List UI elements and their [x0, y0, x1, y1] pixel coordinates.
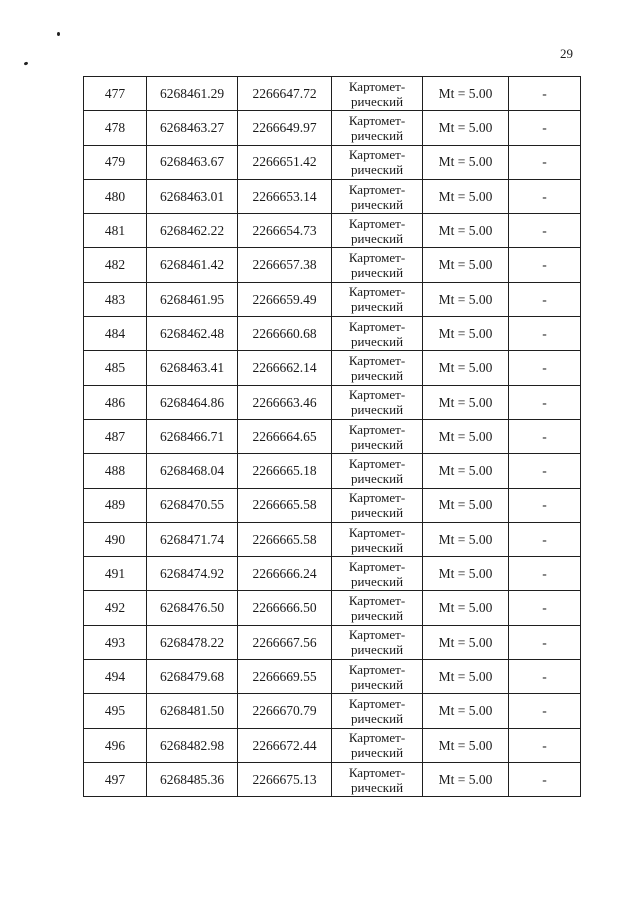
note-value: -	[542, 188, 547, 204]
accuracy-cell	[423, 317, 509, 351]
accuracy-value: Mt = 5.00	[438, 634, 493, 650]
note-value: -	[542, 154, 547, 170]
method-line-1: Картомет-	[348, 764, 406, 780]
y-coordinate: 2266649.97	[252, 120, 317, 136]
accuracy-value: Mt = 5.00	[438, 771, 493, 787]
y-coordinate: 2266665.18	[252, 463, 317, 479]
y-coordinate-cell	[238, 625, 332, 659]
method-cell	[332, 179, 423, 213]
accuracy-cell	[423, 385, 509, 419]
table-row	[84, 248, 581, 282]
y-coordinate-cell	[238, 385, 332, 419]
x-coordinate: 6268466.71	[159, 428, 225, 444]
method-cell	[332, 385, 423, 419]
method-cell	[332, 454, 423, 488]
method-line-2: рический	[350, 265, 404, 281]
table-row	[84, 454, 581, 488]
note-value: -	[542, 634, 547, 650]
point-number: 485	[104, 360, 126, 376]
coordinates-table	[83, 76, 581, 797]
x-coordinate: 6268461.95	[159, 291, 225, 307]
method-line-1: Картомет-	[348, 730, 406, 746]
accuracy-cell	[423, 522, 509, 556]
y-coordinate: 2266665.58	[252, 531, 317, 547]
y-coordinate-cell	[238, 694, 332, 728]
method-line-2: рический	[350, 745, 404, 761]
note-cell	[509, 179, 581, 213]
accuracy-value: Mt = 5.00	[438, 188, 493, 204]
table-row	[84, 762, 581, 796]
method-cell	[332, 488, 423, 522]
method-line-1: Картомет-	[348, 250, 406, 266]
method-cell	[332, 728, 423, 762]
note-value: -	[542, 85, 547, 101]
x-coordinate-cell	[147, 454, 238, 488]
point-number-cell	[84, 282, 147, 316]
method-cell	[332, 660, 423, 694]
y-coordinate-cell	[238, 488, 332, 522]
method-cell	[332, 145, 423, 179]
y-coordinate-cell	[238, 351, 332, 385]
note-cell	[509, 660, 581, 694]
point-number: 487	[104, 428, 126, 444]
method-line-1: Картомет-	[348, 524, 406, 540]
x-coordinate: 6268463.41	[159, 360, 225, 376]
y-coordinate: 2266660.68	[252, 325, 317, 341]
method-cell	[332, 317, 423, 351]
note-cell	[509, 557, 581, 591]
point-number-cell	[84, 557, 147, 591]
x-coordinate: 6268474.92	[159, 566, 225, 582]
x-coordinate: 6268481.50	[159, 703, 225, 719]
x-coordinate-cell	[147, 385, 238, 419]
y-coordinate-cell	[238, 762, 332, 796]
x-coordinate-cell	[147, 419, 238, 453]
method-line-2: рический	[350, 642, 404, 658]
scan-speck	[24, 61, 29, 65]
note-value: -	[542, 531, 547, 547]
note-cell	[509, 282, 581, 316]
y-coordinate-cell	[238, 317, 332, 351]
method-cell	[332, 214, 423, 248]
table-row	[84, 557, 581, 591]
method-line-1: Картомет-	[348, 215, 406, 231]
y-coordinate: 2266663.46	[252, 394, 317, 410]
y-coordinate: 2266672.44	[252, 737, 317, 753]
y-coordinate-cell	[238, 660, 332, 694]
accuracy-value: Mt = 5.00	[438, 360, 493, 376]
note-value: -	[542, 325, 547, 341]
note-cell	[509, 145, 581, 179]
point-number-cell	[84, 248, 147, 282]
x-coordinate-cell	[147, 77, 238, 111]
accuracy-value: Mt = 5.00	[438, 325, 493, 341]
accuracy-cell	[423, 625, 509, 659]
point-number: 493	[104, 634, 126, 650]
note-cell	[509, 454, 581, 488]
point-number-cell	[84, 522, 147, 556]
accuracy-cell	[423, 728, 509, 762]
point-number: 478	[104, 120, 126, 136]
note-value: -	[542, 703, 547, 719]
note-value: -	[542, 223, 547, 239]
y-coordinate-cell	[238, 557, 332, 591]
method-cell	[332, 591, 423, 625]
note-value: -	[542, 668, 547, 684]
y-coordinate: 2266654.73	[252, 223, 317, 239]
table-row	[84, 522, 581, 556]
method-line-2: рический	[350, 299, 404, 315]
note-cell	[509, 694, 581, 728]
x-coordinate-cell	[147, 488, 238, 522]
accuracy-value: Mt = 5.00	[438, 85, 493, 101]
method-cell	[332, 77, 423, 111]
x-coordinate: 6268471.74	[159, 531, 225, 547]
point-number: 481	[104, 223, 126, 239]
y-coordinate: 2266653.14	[252, 188, 317, 204]
y-coordinate-cell	[238, 419, 332, 453]
accuracy-cell	[423, 111, 509, 145]
x-coordinate: 6268464.86	[159, 394, 225, 410]
accuracy-cell	[423, 454, 509, 488]
x-coordinate: 6268462.22	[159, 223, 225, 239]
table-row	[84, 214, 581, 248]
point-number-cell	[84, 111, 147, 145]
table-row	[84, 419, 581, 453]
accuracy-value: Mt = 5.00	[438, 154, 493, 170]
note-value: -	[542, 360, 547, 376]
y-coordinate: 2266657.38	[252, 257, 317, 273]
method-cell	[332, 762, 423, 796]
method-line-2: рический	[350, 505, 404, 521]
method-line-2: рический	[350, 779, 404, 795]
y-coordinate: 2266669.55	[252, 668, 317, 684]
point-number: 491	[104, 566, 126, 582]
accuracy-cell	[423, 419, 509, 453]
y-coordinate: 2266662.14	[252, 360, 317, 376]
table-row	[84, 77, 581, 111]
y-coordinate: 2266667.56	[252, 634, 317, 650]
method-line-1: Картомет-	[348, 593, 406, 609]
point-number: 490	[104, 531, 126, 547]
method-line-1: Картомет-	[348, 181, 406, 197]
method-line-1: Картомет-	[348, 112, 406, 128]
point-number-cell	[84, 317, 147, 351]
y-coordinate: 2266651.42	[252, 154, 317, 170]
method-line-2: рический	[350, 539, 404, 555]
method-line-2: рический	[350, 162, 404, 178]
page-number: 29	[560, 46, 573, 61]
x-coordinate: 6268478.22	[159, 634, 225, 650]
accuracy-value: Mt = 5.00	[438, 668, 493, 684]
point-number: 482	[104, 257, 126, 273]
note-cell	[509, 111, 581, 145]
note-value: -	[542, 463, 547, 479]
accuracy-value: Mt = 5.00	[438, 257, 493, 273]
table-row	[84, 317, 581, 351]
method-cell	[332, 522, 423, 556]
point-number-cell	[84, 179, 147, 213]
note-value: -	[542, 566, 547, 582]
method-cell	[332, 248, 423, 282]
method-cell	[332, 557, 423, 591]
method-line-2: рический	[350, 230, 404, 246]
method-line-1: Картомет-	[348, 455, 406, 471]
accuracy-cell	[423, 660, 509, 694]
method-line-2: рический	[350, 573, 404, 589]
method-line-1: Картомет-	[348, 661, 406, 677]
point-number: 484	[104, 325, 126, 341]
point-number: 495	[104, 703, 126, 719]
x-coordinate-cell	[147, 248, 238, 282]
method-line-2: рический	[350, 676, 404, 692]
point-number: 488	[104, 463, 126, 479]
accuracy-cell	[423, 145, 509, 179]
accuracy-cell	[423, 488, 509, 522]
method-line-1: Картомет-	[348, 318, 406, 334]
table-row	[84, 728, 581, 762]
x-coordinate: 6268461.42	[159, 257, 225, 273]
y-coordinate-cell	[238, 214, 332, 248]
point-number: 486	[104, 394, 126, 410]
accuracy-cell	[423, 77, 509, 111]
accuracy-value: Mt = 5.00	[438, 600, 493, 616]
x-coordinate: 6268463.67	[159, 154, 225, 170]
accuracy-value: Mt = 5.00	[438, 463, 493, 479]
accuracy-cell	[423, 282, 509, 316]
note-cell	[509, 625, 581, 659]
method-line-1: Картомет-	[348, 421, 406, 437]
y-coordinate-cell	[238, 248, 332, 282]
note-value: -	[542, 600, 547, 616]
accuracy-value: Mt = 5.00	[438, 394, 493, 410]
method-cell	[332, 625, 423, 659]
note-cell	[509, 214, 581, 248]
note-cell	[509, 77, 581, 111]
table-row	[84, 111, 581, 145]
table-row	[84, 385, 581, 419]
note-cell	[509, 728, 581, 762]
accuracy-value: Mt = 5.00	[438, 737, 493, 753]
note-cell	[509, 385, 581, 419]
method-line-2: рический	[350, 402, 404, 418]
x-coordinate-cell	[147, 660, 238, 694]
point-number-cell	[84, 351, 147, 385]
point-number-cell	[84, 454, 147, 488]
note-value: -	[542, 497, 547, 513]
x-coordinate-cell	[147, 591, 238, 625]
point-number: 489	[104, 497, 126, 513]
table-row	[84, 591, 581, 625]
method-line-2: рический	[350, 368, 404, 384]
y-coordinate-cell	[238, 591, 332, 625]
table-row	[84, 145, 581, 179]
method-line-1: Картомет-	[348, 387, 406, 403]
note-cell	[509, 248, 581, 282]
accuracy-value: Mt = 5.00	[438, 428, 493, 444]
point-number-cell	[84, 145, 147, 179]
accuracy-cell	[423, 694, 509, 728]
point-number-cell	[84, 728, 147, 762]
note-value: -	[542, 120, 547, 136]
note-value: -	[542, 737, 547, 753]
note-cell	[509, 351, 581, 385]
accuracy-value: Mt = 5.00	[438, 703, 493, 719]
x-coordinate-cell	[147, 728, 238, 762]
table-row	[84, 660, 581, 694]
accuracy-cell	[423, 351, 509, 385]
method-cell	[332, 419, 423, 453]
table-row	[84, 625, 581, 659]
method-line-1: Картомет-	[348, 284, 406, 300]
accuracy-cell	[423, 762, 509, 796]
table-row	[84, 694, 581, 728]
accuracy-value: Mt = 5.00	[438, 566, 493, 582]
note-cell	[509, 419, 581, 453]
point-number-cell	[84, 591, 147, 625]
note-value: -	[542, 428, 547, 444]
point-number-cell	[84, 77, 147, 111]
y-coordinate: 2266666.50	[252, 600, 317, 616]
note-cell	[509, 522, 581, 556]
point-number: 483	[104, 291, 126, 307]
x-coordinate: 6268463.01	[159, 188, 225, 204]
x-coordinate-cell	[147, 317, 238, 351]
note-cell	[509, 591, 581, 625]
accuracy-cell	[423, 591, 509, 625]
method-cell	[332, 282, 423, 316]
y-coordinate-cell	[238, 145, 332, 179]
method-line-2: рический	[350, 196, 404, 212]
point-number: 479	[104, 154, 126, 170]
method-line-2: рический	[350, 608, 404, 624]
x-coordinate: 6268485.36	[159, 771, 225, 787]
y-coordinate-cell	[238, 111, 332, 145]
coordinates-table-body	[84, 77, 581, 797]
point-number: 492	[104, 600, 126, 616]
x-coordinate: 6268463.27	[159, 120, 225, 136]
method-line-2: рический	[350, 93, 404, 109]
note-value: -	[542, 771, 547, 787]
y-coordinate: 2266670.79	[252, 703, 317, 719]
x-coordinate-cell	[147, 557, 238, 591]
x-coordinate: 6268468.04	[159, 463, 225, 479]
x-coordinate: 6268462.48	[159, 325, 225, 341]
table-row	[84, 488, 581, 522]
note-cell	[509, 488, 581, 522]
point-number-cell	[84, 625, 147, 659]
point-number-cell	[84, 762, 147, 796]
x-coordinate-cell	[147, 694, 238, 728]
y-coordinate-cell	[238, 454, 332, 488]
method-cell	[332, 111, 423, 145]
x-coordinate-cell	[147, 351, 238, 385]
y-coordinate-cell	[238, 179, 332, 213]
accuracy-value: Mt = 5.00	[438, 531, 493, 547]
x-coordinate-cell	[147, 522, 238, 556]
point-number: 494	[104, 668, 126, 684]
accuracy-cell	[423, 248, 509, 282]
method-line-1: Картомет-	[348, 147, 406, 163]
y-coordinate-cell	[238, 282, 332, 316]
accuracy-value: Mt = 5.00	[438, 291, 493, 307]
accuracy-cell	[423, 214, 509, 248]
x-coordinate: 6268470.55	[159, 497, 225, 513]
x-coordinate-cell	[147, 282, 238, 316]
y-coordinate: 2266665.58	[252, 497, 317, 513]
point-number-cell	[84, 385, 147, 419]
method-line-1: Картомет-	[348, 490, 406, 506]
method-line-1: Картомет-	[348, 558, 406, 574]
method-line-1: Картомет-	[348, 78, 406, 94]
note-value: -	[542, 257, 547, 273]
y-coordinate: 2266659.49	[252, 291, 317, 307]
y-coordinate-cell	[238, 522, 332, 556]
note-cell	[509, 317, 581, 351]
x-coordinate-cell	[147, 625, 238, 659]
method-line-1: Картомет-	[348, 353, 406, 369]
method-cell	[332, 694, 423, 728]
x-coordinate: 6268482.98	[159, 737, 225, 753]
x-coordinate: 6268461.29	[159, 85, 225, 101]
method-line-1: Картомет-	[348, 627, 406, 643]
x-coordinate-cell	[147, 179, 238, 213]
point-number: 480	[104, 188, 126, 204]
point-number-cell	[84, 214, 147, 248]
accuracy-value: Mt = 5.00	[438, 120, 493, 136]
note-value: -	[542, 291, 547, 307]
y-coordinate: 2266664.65	[252, 428, 317, 444]
method-cell	[332, 351, 423, 385]
accuracy-value: Mt = 5.00	[438, 497, 493, 513]
y-coordinate-cell	[238, 728, 332, 762]
note-cell	[509, 762, 581, 796]
x-coordinate-cell	[147, 762, 238, 796]
table-row	[84, 351, 581, 385]
y-coordinate: 2266647.72	[252, 85, 317, 101]
y-coordinate: 2266666.24	[252, 566, 317, 582]
point-number: 496	[104, 737, 126, 753]
method-line-2: рический	[350, 710, 404, 726]
scan-speck	[57, 32, 60, 36]
method-line-2: рический	[350, 470, 404, 486]
method-line-1: Картомет-	[348, 695, 406, 711]
x-coordinate-cell	[147, 145, 238, 179]
table-row	[84, 179, 581, 213]
y-coordinate: 2266675.13	[252, 771, 317, 787]
method-line-2: рический	[350, 127, 404, 143]
table-row	[84, 282, 581, 316]
accuracy-value: Mt = 5.00	[438, 223, 493, 239]
point-number-cell	[84, 419, 147, 453]
x-coordinate: 6268479.68	[159, 668, 225, 684]
accuracy-cell	[423, 557, 509, 591]
x-coordinate: 6268476.50	[159, 600, 225, 616]
method-line-2: рический	[350, 436, 404, 452]
point-number-cell	[84, 488, 147, 522]
point-number: 497	[104, 771, 126, 787]
y-coordinate-cell	[238, 77, 332, 111]
x-coordinate-cell	[147, 214, 238, 248]
point-number-cell	[84, 694, 147, 728]
note-value: -	[542, 394, 547, 410]
accuracy-cell	[423, 179, 509, 213]
method-line-2: рический	[350, 333, 404, 349]
point-number-cell	[84, 660, 147, 694]
point-number: 477	[104, 85, 126, 101]
x-coordinate-cell	[147, 111, 238, 145]
